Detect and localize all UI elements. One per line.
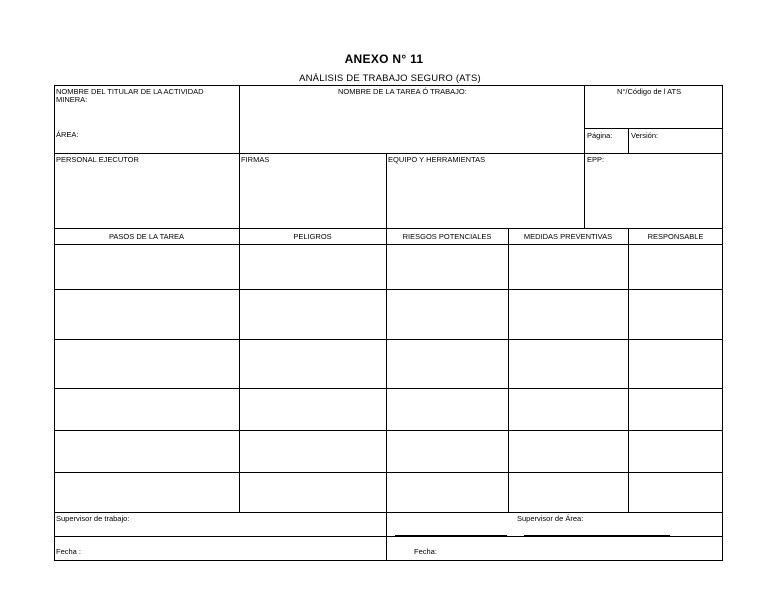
supervisor-area-label: Supervisor de Área: [517,514,584,523]
col-header-responsable: RESPONSABLE [647,232,704,241]
supervisor-trabajo-label: Supervisor de trabajo: [56,514,130,523]
fecha-right-label: Fecha: [414,547,437,556]
personal-label: PERSONAL EJECUTOR [56,155,139,164]
titular-label: NOMBRE DEL TITULAR DE LA ACTIVIDAD [56,87,204,96]
pagina-label: Página: [587,131,613,140]
document-subtitle: ANÁLISIS DE TRABAJO SEGURO (ATS) [299,73,481,84]
signature-line-right [524,535,670,537]
col-header-medidas: MEDIDAS PREVENTIVAS [523,232,613,241]
tarea-label: NOMBRE DE LA TAREA Ó TRABAJO: [338,87,467,96]
codigo-label: N°/Código de l ATS [617,87,682,96]
document-title: ANEXO N° 11 [344,52,424,66]
col-header-peligros: PELIGROS [293,232,332,241]
equipo-label: EQUIPO Y HERRAMIENTAS [388,155,486,164]
epp-label: EPP: [587,155,605,164]
version-label: Versión: [631,131,659,140]
fecha-left-label: Fecha : [56,547,82,556]
signature-line-left [395,535,507,537]
col-header-riesgos: RIESGOS POTENCIALES [402,232,492,241]
col-header-pasos: PASOS DE LA TAREA [108,232,185,241]
firmas-label: FIRMAS [241,155,270,164]
titular-label-2: MINERA: [56,95,88,104]
area-label: ÁREA: [56,130,79,139]
